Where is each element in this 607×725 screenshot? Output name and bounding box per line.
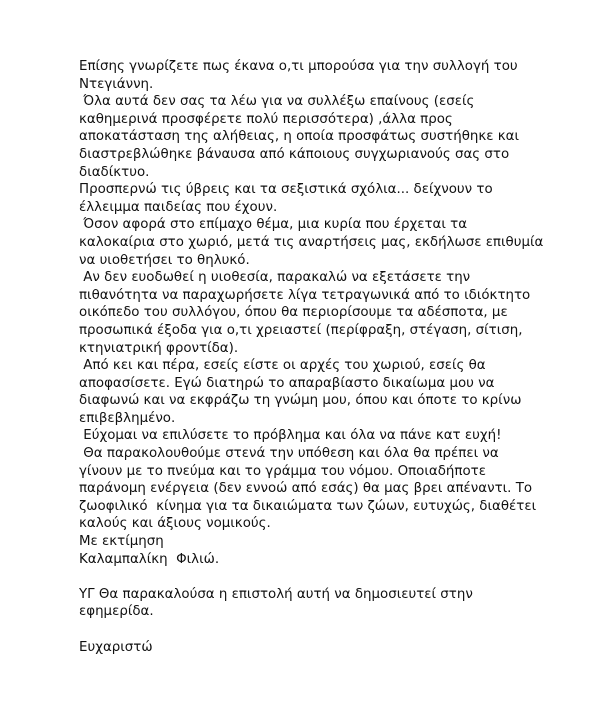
letter-line: Εύχομαι να επιλύσετε το πρόβλημα και όλα να πάνε κατ ευχή! bbox=[79, 428, 502, 444]
postscript-line: εφημερίδα. bbox=[79, 604, 154, 620]
letter-line: καλούς και άξιους νομικούς. bbox=[79, 516, 271, 532]
letter-line: επιβεβλημένο. bbox=[79, 410, 176, 426]
letter-line: καλοκαίρια στο χωριό, μετά τις αναρτήσεις μας, εκδήλωσε επιθυμία bbox=[79, 234, 544, 250]
letter-line: Θα παρακολουθούμε στενά την υπόθεση και όλα θα πρέπει να bbox=[79, 446, 499, 462]
closing-line: Ευχαριστώ bbox=[79, 639, 153, 655]
letter-body bbox=[79, 58, 579, 656]
letter-line: καθημερινά προσφέρετε πολύ περισσότερα) ,άλλα προς bbox=[79, 111, 453, 127]
letter-line: Ντεγιάννη. bbox=[79, 76, 154, 92]
signoff-line: Με εκτίμηση bbox=[79, 534, 164, 550]
paragraph-gap bbox=[79, 568, 579, 586]
letter-line: Όλα αυτά δεν σας τα λέω για να συλλέξω επαίνους (εσείς bbox=[79, 94, 475, 110]
letter-line: κτηνιατρική φροντίδα). bbox=[79, 340, 239, 356]
signature-name: Καλαμπαλίκη Φιλιώ. bbox=[79, 551, 220, 567]
letter-line: Επίσης γνωρίζετε πως έκανα ο,τι μπορούσα για την συλλογή του bbox=[79, 59, 518, 74]
letter-line: Προσπερνώ τις ύβρεις και τα σεξιστικά σχόλια... δείχνουν το bbox=[79, 182, 493, 198]
letter-line: Από κει και πέρα, εσείς είστε οι αρχές του χωριού, εσείς θα bbox=[79, 358, 486, 374]
letter-line: παράνομη ενέργεια (δεν εννοώ από εσάς) θα μας βρει απέναντι. Το bbox=[79, 481, 533, 497]
letter-line: διαφωνώ και να εκφράζω τη γνώμη μου, όπου και όποτε το κρίνω bbox=[79, 393, 522, 409]
letter-line: ζωοφιλικό κίνημα για τα δικαιώματα των ζώων, ευτυχώς, διαθέτει bbox=[79, 498, 537, 514]
letter-line: Αν δεν ευοδωθεί η υιοθεσία, παρακαλώ να εξετάσετε την bbox=[79, 270, 471, 286]
letter-line: πιθανότητα να παραχωρήσετε λίγα τετραγωνικά από το ιδιόκτητο bbox=[79, 287, 531, 303]
postscript-line: ΥΓ Θα παρακαλούσα η επιστολή αυτή να δημοσιευτεί στην bbox=[79, 586, 473, 602]
letter-line: οικόπεδο του συλλόγου, όπου θα περιορίσουμε τα αδέσποτα, με bbox=[79, 305, 508, 321]
letter-line: Όσον αφορά στο επίμαχο θέμα, μια κυρία που έρχεται τα bbox=[79, 217, 468, 233]
letter-line: να υιοθετήσει το θηλυκό. bbox=[79, 252, 250, 268]
letter-line: προσωπικά έξοδα για ο,τι χρειαστεί (περίφραξη, στέγαση, σίτιση, bbox=[79, 322, 523, 338]
letter-line: αποκατάσταση της αλήθειας, η οποία προσφάτως συστήθηκε και bbox=[79, 129, 520, 145]
letter-line: έλλειμμα παιδείας που έχουν. bbox=[79, 199, 278, 215]
letter-line: αποφασίσετε. Εγώ διατηρώ το απαραβίαστο δικαίωμα μου να bbox=[79, 375, 495, 391]
letter-line: διαστρεβλώθηκε βάναυσα από κάποιους συγχωριανούς σας στο bbox=[79, 146, 510, 162]
letter-line: γίνουν με το πνεύμα και το γράμμα του νόμου. Οποιαδήποτε bbox=[79, 463, 486, 479]
paragraph-gap bbox=[79, 621, 579, 639]
letter-line: διαδίκτυο. bbox=[79, 164, 150, 180]
